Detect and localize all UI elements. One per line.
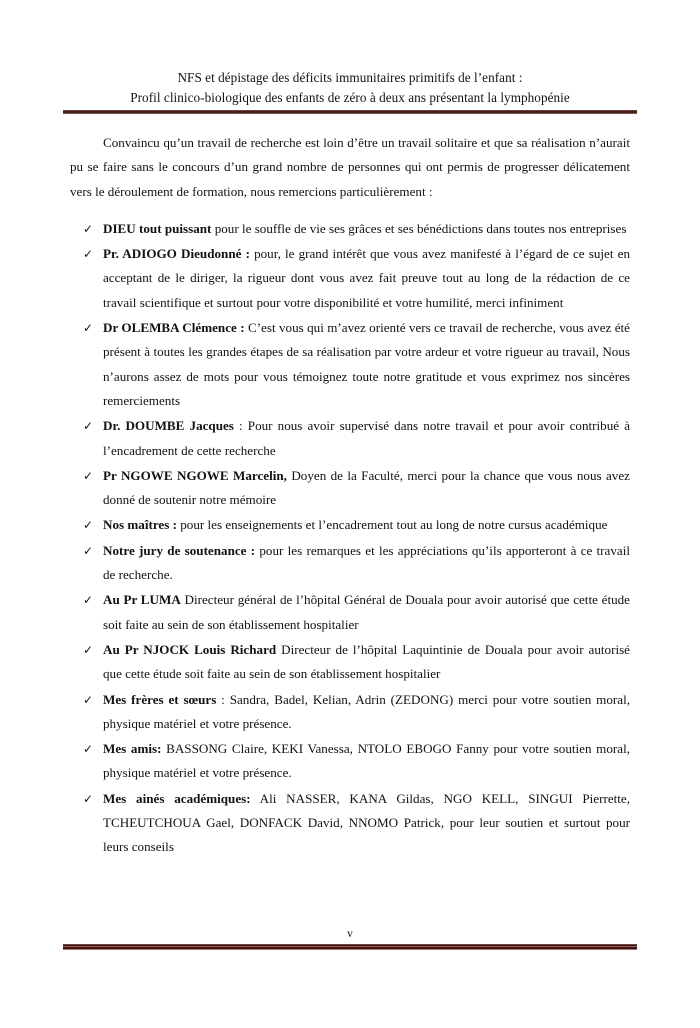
page-header bbox=[63, 68, 637, 108]
page-number: v bbox=[347, 928, 353, 940]
list-item-text: pour, le grand intérêt que vous avez manifesté à l’égard de ce sujet en acceptant de le diriger, la rigueur dont vous avez fait preuve tout au long de la rédaction de ce travail scientifique et surtout pour votre disponibilité et votre humilité, merci infiniment bbox=[103, 246, 631, 310]
list-item bbox=[70, 414, 630, 463]
list-item bbox=[70, 242, 630, 315]
list-item bbox=[70, 217, 630, 241]
acknowledgements-list bbox=[70, 217, 630, 860]
list-item-label: Pr NGOWE NGOWE Marcelin, bbox=[103, 467, 287, 483]
list-item bbox=[70, 787, 630, 860]
list-item-label: Mes ainés académiques: bbox=[103, 790, 251, 806]
list-item-text: pour les remarques et les appréciations qu’ils apporteront à ce travail de recherche. bbox=[103, 542, 630, 583]
page-title-line-1: NFS et dépistage des déficits immunitaires primitifs de l’enfant : bbox=[177, 70, 523, 85]
page-title bbox=[63, 68, 637, 108]
list-item bbox=[70, 513, 630, 537]
list-item-label: Pr. ADIOGO Dieudonné : bbox=[103, 246, 250, 262]
list-item bbox=[70, 464, 630, 513]
checkmark-icon: ✓ bbox=[83, 791, 94, 806]
page-title-line-2: Profil clinico-biologique des enfants de zéro à deux ans présentant la lymphopénie bbox=[130, 90, 570, 105]
checkmark-icon: ✓ bbox=[83, 692, 94, 707]
list-item-text: Directeur de l’hôpital Laquintinie de Douala pour avoir autorisé que cette étude soit faite au sein de son établissement hospitalier bbox=[103, 641, 630, 682]
checkmark-icon: ✓ bbox=[83, 247, 94, 262]
checkmark-icon: ✓ bbox=[83, 419, 94, 434]
list-item bbox=[70, 316, 630, 413]
list-item-text: : Pour nous avoir supervisé dans notre travail et pour avoir contribué à l’encadrement de cette recherche bbox=[103, 418, 631, 458]
checkmark-icon: ✓ bbox=[83, 543, 94, 558]
list-item-label: Mes amis: bbox=[103, 741, 162, 757]
list-item-label: Au Pr NJOCK Louis Richard bbox=[103, 641, 277, 657]
list-item-text: Ali NASSER, KANA Gildas, NGO KELL, SINGUI Pierrette, TCHEUTCHOUA Gael, DONFACK David, NNOMO Patrick, pour leur soutien et surtout pour leurs conseils bbox=[103, 790, 630, 855]
page-content bbox=[70, 131, 630, 861]
checkmark-icon: ✓ bbox=[83, 468, 94, 483]
list-item-text: C’est vous qui m’avez orienté vers ce travail de recherche, vous avez été présent à toutes les grandes étapes de sa réalisation par votre ardeur et votre rigueur au travail, Nous n’aurons assez de mots pour vous témoignez toute notre gratitude et vous exprimez nos sincères remerciements bbox=[103, 320, 630, 408]
list-item-text: : Sandra, Badel, Kelian, Adrin (ZEDONG) merci pour votre soutien moral, physique matériel et votre présence. bbox=[103, 691, 630, 731]
list-item-label: Au Pr LUMA bbox=[103, 592, 181, 608]
list-item-text: pour le souffle de vie ses grâces et ses bénédictions dans toutes nos entreprises bbox=[211, 220, 627, 236]
checkmark-icon: ✓ bbox=[83, 518, 94, 533]
header-divider bbox=[63, 110, 637, 114]
checkmark-icon: ✓ bbox=[83, 642, 94, 657]
list-item-label: Nos maîtres : bbox=[103, 517, 177, 533]
list-item-text: Directeur général de l’hôpital Général de Douala pour avoir autorisé que cette étude soit faite au sein de son établissement hospitalier bbox=[103, 592, 630, 632]
footer-divider bbox=[63, 944, 637, 950]
list-item-text: Doyen de la Faculté, merci pour la chance que vous nous avez donné de soutenir notre mémoire bbox=[103, 467, 630, 508]
list-item bbox=[70, 588, 630, 637]
list-item bbox=[70, 638, 630, 687]
list-item bbox=[70, 737, 630, 786]
list-item-text: BASSONG Claire, KEKI Vanessa, NTOLO EBOGO Fanny pour votre soutien moral, physique matériel et votre présence. bbox=[103, 741, 630, 781]
checkmark-icon: ✓ bbox=[83, 742, 94, 757]
checkmark-icon: ✓ bbox=[83, 221, 94, 236]
list-item-label: Mes frères et sœurs bbox=[103, 691, 217, 707]
list-item bbox=[70, 688, 630, 737]
list-item-label: Dr. DOUMBE Jacques bbox=[103, 418, 234, 434]
intro-paragraph: Convaincu qu’un travail de recherche est loin d’être un travail solitaire et que sa réalisation n’aurait pu se faire sans le concours d’un grand nombre de personnes qui ont permis de progresser délicatement vers le déroulement de formation, nous remercions particulièrement : bbox=[70, 135, 630, 199]
checkmark-icon: ✓ bbox=[83, 593, 94, 608]
list-item bbox=[70, 539, 630, 588]
list-item-label: Notre jury de soutenance : bbox=[103, 542, 256, 558]
list-item-label: DIEU tout puissant bbox=[103, 220, 212, 236]
checkmark-icon: ✓ bbox=[83, 321, 94, 336]
list-item-label: Dr OLEMBA Clémence : bbox=[103, 320, 245, 336]
list-item-text: pour les enseignements et l’encadrement tout au long de notre cursus académique bbox=[176, 517, 608, 533]
